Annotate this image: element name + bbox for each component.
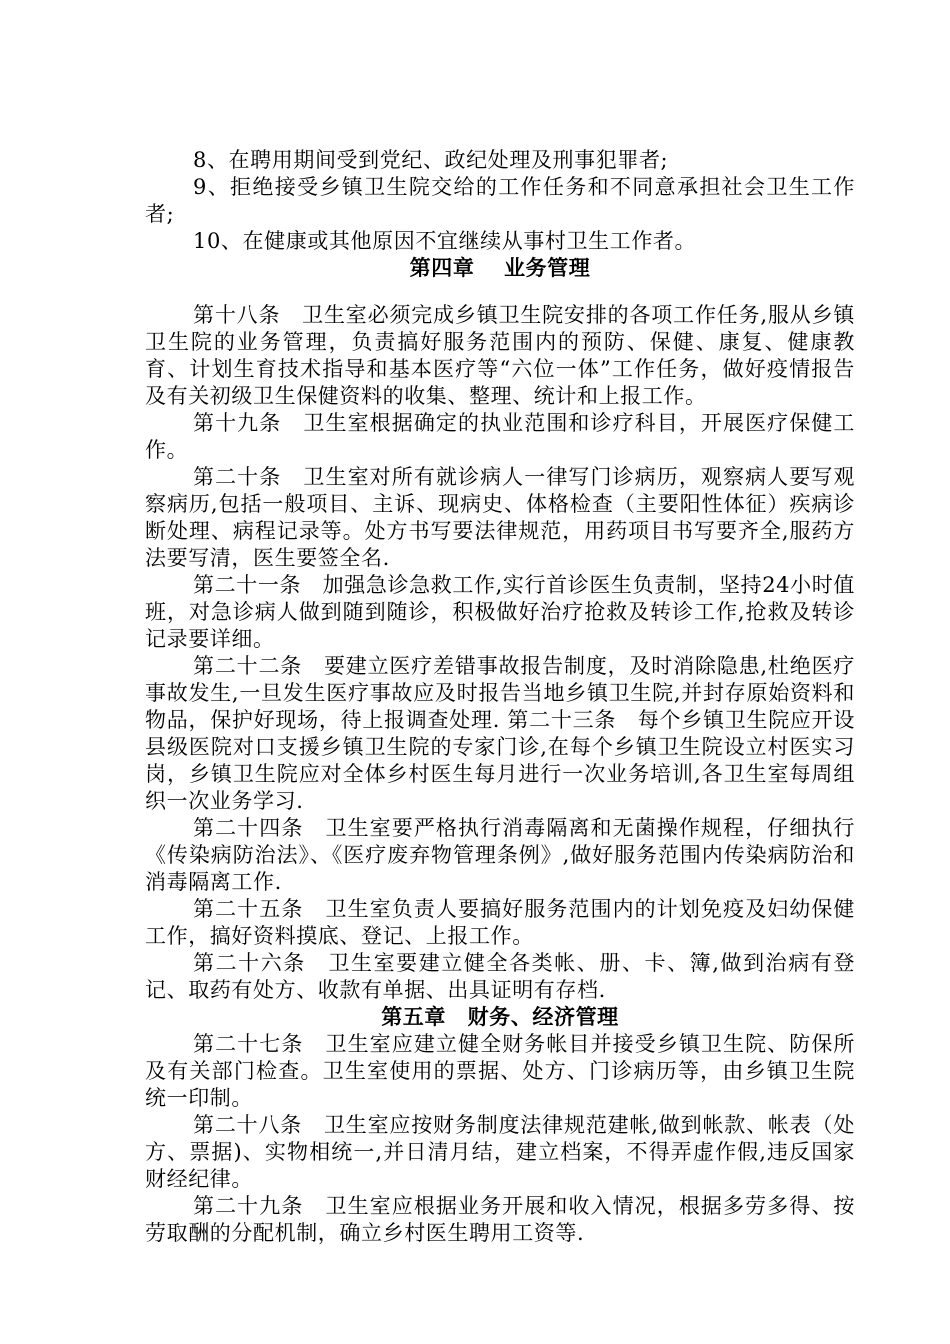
paragraph-item-8: 8、在聘用期间受到党纪、政纪处理及刑事犯罪者; — [193, 148, 669, 172]
article-27: 第二十七条 卫生室应建立健全财务帐目并接受乡镇卫生院、防保所及有关部门检查。卫生室使用的票据、处方、门诊病历等，由乡镇卫生院统一印制。 — [145, 1032, 855, 1110]
paragraph-item-10: 10、在健康或其他原因不宜继续从事村卫生工作者。 — [193, 229, 697, 253]
chapter-four-heading: 第四章 业务管理 — [409, 256, 591, 280]
document-body — [145, 147, 855, 1247]
article-26: 第二十六条 卫生室要建立健全各类帐、册、卡、簿,做到治病有登记、取药有处方、收款有单据、出具证明有存档. — [145, 951, 855, 1002]
paragraph-item-9: 9、拒绝接受乡镇卫生院交给的工作任务和不同意承担社会卫生工作者; — [145, 175, 855, 226]
article-22-23: 第二十二条 要建立医疗差错事故报告制度，及时消除隐患,杜绝医疗事故发生,一旦发生医疗事故应及时报告当地乡镇卫生院,并封存原始资料和物品，保护好现场，待上报调查处理. 第二十三条 每个乡镇卫生院应开设县级医院对口支援乡镇卫生院的专家门诊,在每个乡镇卫生院设立村医实习岗，乡镇卫生院应对全体乡村医生每月进行一次业务培训,各卫生室每周组织一次业务学习. — [145, 654, 855, 813]
article-29: 第二十九条 卫生室应根据业务开展和收入情况，根据多劳多得、按劳取酬的分配机制，确立乡村医生聘用工资等. — [145, 1194, 855, 1245]
article-18: 第十八条 卫生室必须完成乡镇卫生院安排的各项工作任务,服从乡镇卫生院的业务管理，负责搞好服务范围内的预防、保健、康复、健康教育、计划生育技术指导和基本医疗等“六位一体”工作任务，做好疫情报告及有关初级卫生保健资料的收集、整理、统计和上报工作。 — [145, 303, 855, 408]
article-21: 第二十一条 加强急诊急救工作,实行首诊医生负责制，坚持24小时值班，对急诊病人做到随到随诊，积极做好治疗抢救及转诊工作,抢救及转诊记录要详细。 — [145, 573, 855, 651]
chapter-five-heading: 第五章 财务、经济管理 — [381, 1005, 619, 1029]
article-28: 第二十八条 卫生室应按财务制度法律规范建帐,做到帐款、帐表（处方、票据)、实物相统一,并日清月结，建立档案，不得弄虚作假,违反国家财经纪律。 — [145, 1113, 855, 1191]
article-24: 第二十四条 卫生室要严格执行消毒隔离和无菌操作规程，仔细执行《传染病防治法》、《医疗废弃物管理条例》,做好服务范围内传染病防治和消毒隔离工作. — [145, 816, 855, 894]
article-25: 第二十五条 卫生室负责人要搞好服务范围内的计划免疫及妇幼保健工作，搞好资料摸底、登记、上报工作。 — [145, 897, 855, 948]
article-19: 第十九条 卫生室根据确定的执业范围和诊疗科目，开展医疗保健工作。 — [145, 411, 855, 462]
article-20: 第二十条 卫生室对所有就诊病人一律写门诊病历，观察病人要写观察病历,包括一般项目、主诉、现病史、体格检查（主要阳性体征）疾病诊断处理、病程记录等。处方书写要法律规范，用药项目书写要齐全,服药方法要写清，医生要签全名. — [145, 465, 855, 570]
